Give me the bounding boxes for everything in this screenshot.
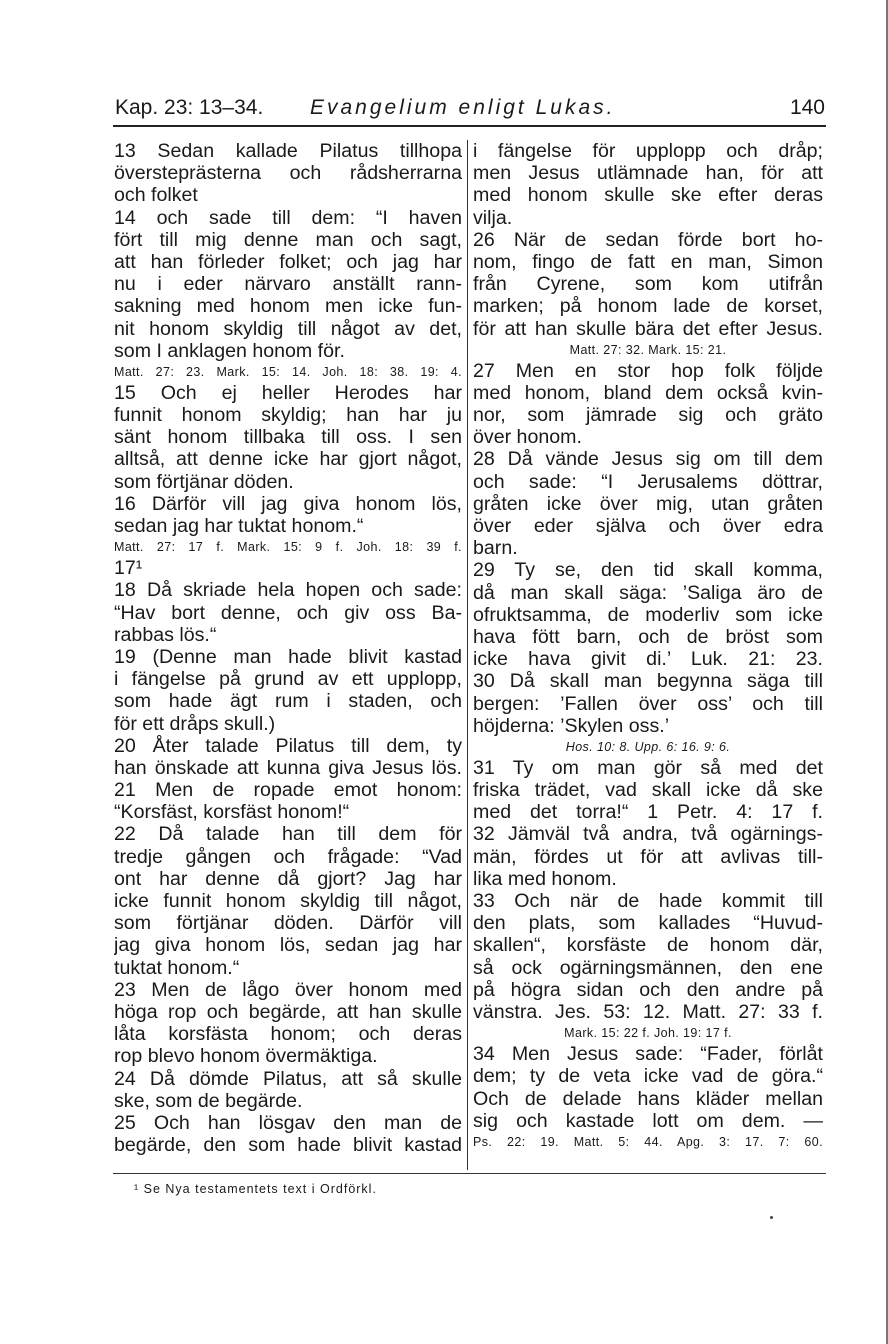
- footnote: ¹ Se Nya testamentets text i Ordförkl.: [134, 1182, 377, 1196]
- speck-mark: [770, 1216, 773, 1219]
- text-line: den plats, som kallades “Huvud-: [473, 912, 823, 935]
- text-line: 13 Sedan kallade Pilatus tillhopa: [114, 140, 462, 162]
- page-number: 140: [789, 96, 825, 119]
- text-line: hava fött barn, och de bröst som: [473, 625, 823, 648]
- text-line: med honom, bland dem också kvin-: [473, 381, 823, 404]
- left-text-column: [114, 140, 462, 1156]
- text-line: friska trädet, vad skall icke då ske: [473, 779, 823, 802]
- text-line: 31 Ty om man gör så med det: [473, 756, 823, 779]
- text-line: vänstra. Jes. 53: 12. Matt. 27: 33 f.: [473, 1000, 823, 1023]
- text-line: jag giva honom lös, sedan jag har: [114, 934, 462, 957]
- text-line: över honom.: [473, 426, 582, 449]
- text-line: och sade: “I Jerusalems döttrar,: [473, 470, 823, 493]
- cross-reference-line: Ps. 22: 19. Matt. 5: 44. Apg. 3: 17. 7: 60.: [473, 1134, 823, 1149]
- text-line: 18 Då skriade hela hopen och sade:: [114, 579, 462, 602]
- cross-reference-line: Mark. 15: 22 f. Joh. 19: 17 f.: [564, 1026, 732, 1041]
- text-line: låta korsfästa honom; och deras: [114, 1023, 462, 1046]
- text-line: som förtjänar döden.: [114, 470, 294, 493]
- text-line: fört till mig denne man och sagt,: [114, 228, 462, 251]
- text-line: 25 Och han lösgav den man de: [114, 1111, 462, 1134]
- text-line: höjderna: ’Skylen oss.’: [473, 714, 670, 737]
- text-line: 32 Jämväl två andra, två ogärnings-: [473, 823, 823, 846]
- chapter-reference: Kap. 23: 13–34.: [115, 96, 264, 119]
- cross-reference-line: Matt. 27: 32. Mark. 15: 21.: [569, 342, 727, 357]
- column-divider: [467, 140, 468, 1170]
- text-line: icke hava givit di.’ Luk. 21: 23.: [473, 648, 823, 671]
- text-line: i fängelse på grund av ett upplopp,: [114, 668, 462, 691]
- text-line: bergen: ’Fallen över oss’ och till: [473, 692, 823, 715]
- text-line: men Jesus utlämnade han, för att: [473, 162, 823, 185]
- cross-reference-line: Matt. 27: 23. Mark. 15: 14. Joh. 18: 38. 19: 4.: [114, 364, 462, 379]
- text-line: nom, fingo de fatt en man, Simon: [473, 250, 823, 273]
- text-line: barn.: [473, 537, 518, 560]
- text-line: från Cyrene, som kom utifrån: [473, 273, 823, 296]
- text-line: ske, som de begärde.: [114, 1089, 303, 1112]
- text-line: 33 Och när de hade kommit till: [473, 890, 823, 912]
- text-line: funnit honom skyldig; han har ju: [114, 404, 462, 427]
- text-line: 29 Ty se, den tid skall komma,: [473, 559, 823, 582]
- text-line: 16 Därför vill jag giva honom lös,: [114, 492, 462, 515]
- text-line: begärde, den som hade blivit kastad: [114, 1134, 462, 1157]
- text-line: dem; ty de veta icke vad de göra.“: [473, 1065, 823, 1088]
- text-line: marken; på honom lade de korset,: [473, 295, 823, 318]
- text-line: med honom skulle ske efter deras: [473, 184, 823, 207]
- text-line: 21 Men de ropade emot honom:: [114, 779, 462, 802]
- text-line: rabbas lös.“: [114, 623, 217, 646]
- text-line: 22 Då talade han till dem för: [114, 823, 462, 846]
- text-line: höga rop och begärde, att han skulle: [114, 1000, 462, 1023]
- text-line: sänt honom tillbaka till oss. I sen: [114, 426, 462, 449]
- text-line: 17¹: [114, 557, 143, 580]
- text-line: 24 Då dömde Pilatus, att så skulle: [114, 1067, 462, 1090]
- text-line: 26 När de sedan förde bort ho-: [473, 228, 823, 251]
- text-line: då man skall säga: ’Saliga äro de: [473, 581, 823, 604]
- text-line: 28 Då vände Jesus sig om till dem: [473, 448, 823, 471]
- text-line: lika med honom.: [473, 867, 617, 890]
- footnote-rule: [113, 1173, 826, 1174]
- text-line: vilja.: [473, 206, 513, 229]
- text-line: 23 Men de lågo över honom med: [114, 978, 462, 1001]
- text-line: icke funnit honom skyldig till något,: [114, 890, 462, 912]
- text-line: ont har denne då gjort? Jag har: [114, 867, 462, 890]
- text-line: ofruktsamma, de moderliv som icke: [473, 603, 823, 626]
- right-text-column: [473, 140, 823, 1152]
- cross-reference-line: Matt. 27: 17 f. Mark. 15: 9 f. Joh. 18: 39 f.: [114, 540, 462, 555]
- text-line: 34 Men Jesus sade: “Fader, förlåt: [473, 1043, 823, 1066]
- text-line: Och de delade hans kläder mellan: [473, 1087, 823, 1110]
- text-line: så ock ogärningsmännen, den ene: [473, 956, 823, 979]
- text-line: 15 Och ej heller Herodes har: [114, 381, 462, 404]
- text-line: nu i eder närvaro anställt rann-: [114, 273, 462, 296]
- text-line: med det torra!“ 1 Petr. 4: 17 f.: [473, 801, 823, 824]
- text-line: nit honom skyldig till något av det,: [114, 317, 462, 340]
- text-line: sakning med honom men icke fun-: [114, 295, 462, 318]
- text-line: rop blevo honom övermäktiga.: [114, 1045, 378, 1068]
- text-line: som I anklagen honom för.: [114, 339, 345, 362]
- text-line: han önskade att kunna giva Jesus lös.: [114, 756, 462, 779]
- text-line: män, fördes ut för att avlivas till-: [473, 845, 823, 868]
- cross-reference-line: Hos. 10: 8. Upp. 6: 16. 9: 6.: [565, 739, 731, 754]
- text-line: i fängelse för upplopp och dråp;: [473, 140, 823, 162]
- text-line: 20 Åter talade Pilatus till dem, ty: [114, 734, 462, 757]
- text-line: som hade ägt rum i staden, och: [114, 690, 462, 713]
- text-line: för ett dråps skull.): [114, 712, 276, 735]
- text-line: alltså, att denne icke har gjort något,: [114, 448, 462, 471]
- text-line: gråten icke över mig, utan gråten: [473, 492, 823, 515]
- text-line: och folket: [114, 184, 198, 207]
- text-line: “Korsfäst, korsfäst honom!“: [114, 801, 350, 824]
- text-line: 14 och sade till dem: “I haven: [114, 206, 462, 229]
- text-line: 27 Men en stor hop folk följde: [473, 359, 823, 382]
- text-line: över eder själva och över edra: [473, 515, 823, 537]
- text-line: 30 Då skall man begynna säga till: [473, 670, 823, 693]
- text-line: sig och kastade lott om dem. —: [473, 1109, 823, 1132]
- book-title: Evangelium enligt Lukas.: [310, 96, 616, 119]
- text-line: tuktat honom.“: [114, 956, 240, 979]
- header-rule: [113, 125, 826, 127]
- text-line: nor, som jämrade sig och gräto: [473, 404, 823, 427]
- text-line: 19 (Denne man hade blivit kastad: [114, 645, 462, 668]
- text-line: på högra sidan och den andre på: [473, 978, 823, 1001]
- text-line: “Hav bort denne, och giv oss Ba-: [114, 601, 462, 624]
- text-line: sedan jag har tuktat honom.“: [114, 515, 364, 537]
- text-line: skallen“, korsfäste de honom där,: [473, 934, 823, 957]
- text-line: tredje gången och frågade: “Vad: [114, 845, 462, 868]
- text-line: att han förleder folket; och jag har: [114, 250, 462, 273]
- page-header: [115, 96, 825, 126]
- text-line: översteprästerna och rådsherrarna: [114, 162, 462, 185]
- text-line: för att han skulle bära det efter Jesus.: [473, 317, 823, 340]
- text-line: som förtjänar döden. Därför vill: [114, 912, 462, 935]
